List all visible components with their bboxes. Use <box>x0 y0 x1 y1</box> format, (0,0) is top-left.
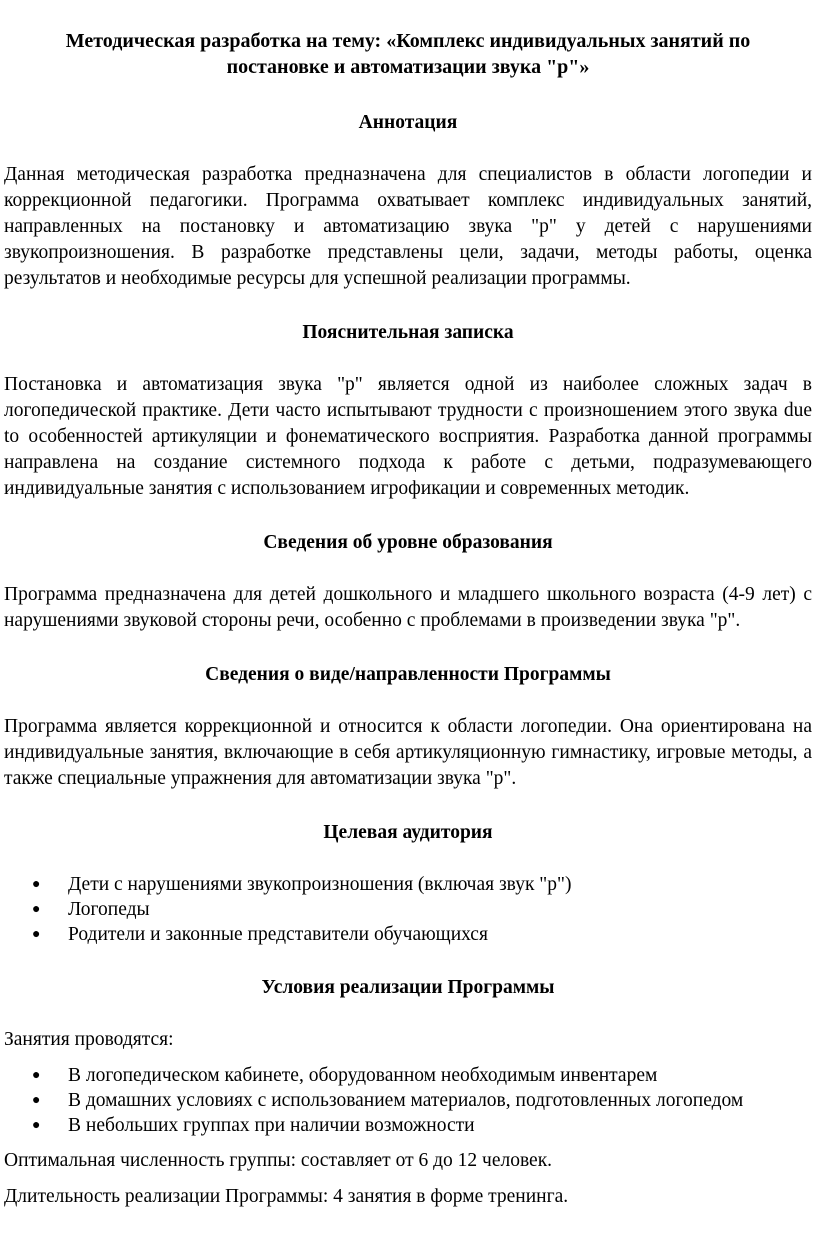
bullet-icon: ● <box>32 927 41 942</box>
section-heading-annotation: Аннотация <box>358 112 458 133</box>
bullet-icon: ● <box>32 1118 41 1133</box>
section-heading-education-level: Сведения об уровне образования <box>263 532 553 553</box>
section-heading-conditions: Условия реализации Программы <box>261 977 555 998</box>
list-item-text: В логопедическом кабинете, оборудованном необходимым инвентарем <box>68 1065 658 1086</box>
list-item-text: В небольших группах при наличии возможности <box>68 1115 475 1136</box>
section-heading-program-type: Сведения о виде/направленности Программы <box>205 664 611 685</box>
conditions-list <box>4 1063 812 1138</box>
list-item-text: В домашних условиях с использованием материалов, подготовленных логопедом <box>68 1090 744 1111</box>
section-conditions <box>4 975 812 1210</box>
program-type-text: Программа является коррекционной и относится к области логопедии. Она ориентирована на индивидуальные занятия, включающие в себя артикуляционную гимнастику, игровые методы, а также специальные упражнения для автоматизации звука "р". <box>4 716 812 789</box>
list-item <box>4 1063 812 1088</box>
section-target-audience <box>4 820 812 947</box>
bullet-icon: ● <box>32 1068 41 1083</box>
list-item <box>4 1113 812 1138</box>
section-annotation <box>4 110 812 292</box>
section-program-type <box>4 662 812 792</box>
list-item-text: Логопеды <box>68 899 150 920</box>
list-item <box>4 922 812 947</box>
duration-text: Длительность реализации Программы: 4 занятия в форме тренинга. <box>4 1186 569 1207</box>
annotation-text: Данная методическая разработка предназначена для специалистов в области логопедии и коррекционной педагогики. Программа охватывает комплекс индивидуальных занятий, направленных на постановку и автоматизацию звука "р" у детей с нарушениями звукопроизношения. В разработке представлены цели, задачи, методы работы, оценка результатов и необходимые ресурсы для успешной реализации программы. <box>4 164 812 289</box>
target-audience-list <box>4 872 812 947</box>
explanatory-note-text: Постановка и автоматизация звука "р" является одной из наиболее сложных задач в логопедической практике. Дети часто испытывают трудности с произношением этого звука due to особенностей артикуляции и фонематического восприятия. Разработка данной программы направлена на создание системного подхода к работе с детьми, подразумевающего индивидуальные занятия с использованием игрофикации и современных методик. <box>4 374 812 499</box>
bullet-icon: ● <box>32 877 41 892</box>
section-education-level <box>4 530 812 634</box>
document-title: Методическая разработка на тему: «Комплекс индивидуальных занятий по постановке и автоматизации звука "р"» <box>65 30 751 78</box>
list-item-text: Родители и законные представители обучающихся <box>68 924 488 945</box>
section-heading-target-audience: Целевая аудитория <box>323 822 493 843</box>
bullet-icon: ● <box>32 902 41 917</box>
conditions-intro: Занятия проводятся: <box>4 1029 174 1050</box>
list-item-text: Дети с нарушениями звукопроизношения (включая звук "р") <box>68 874 572 895</box>
list-item <box>4 897 812 922</box>
group-size-text: Оптимальная численность группы: составляет от 6 до 12 человек. <box>4 1150 553 1171</box>
list-item <box>4 1088 812 1113</box>
bullet-icon: ● <box>32 1093 41 1108</box>
list-item <box>4 872 812 897</box>
education-level-text: Программа предназначена для детей дошкольного и младшего школьного возраста (4-9 лет) с нарушениями звуковой стороны речи, особенно с проблемами в произведении звука "р". <box>4 584 812 631</box>
section-heading-explanatory-note: Пояснительная записка <box>302 322 514 343</box>
section-explanatory-note <box>4 320 812 502</box>
